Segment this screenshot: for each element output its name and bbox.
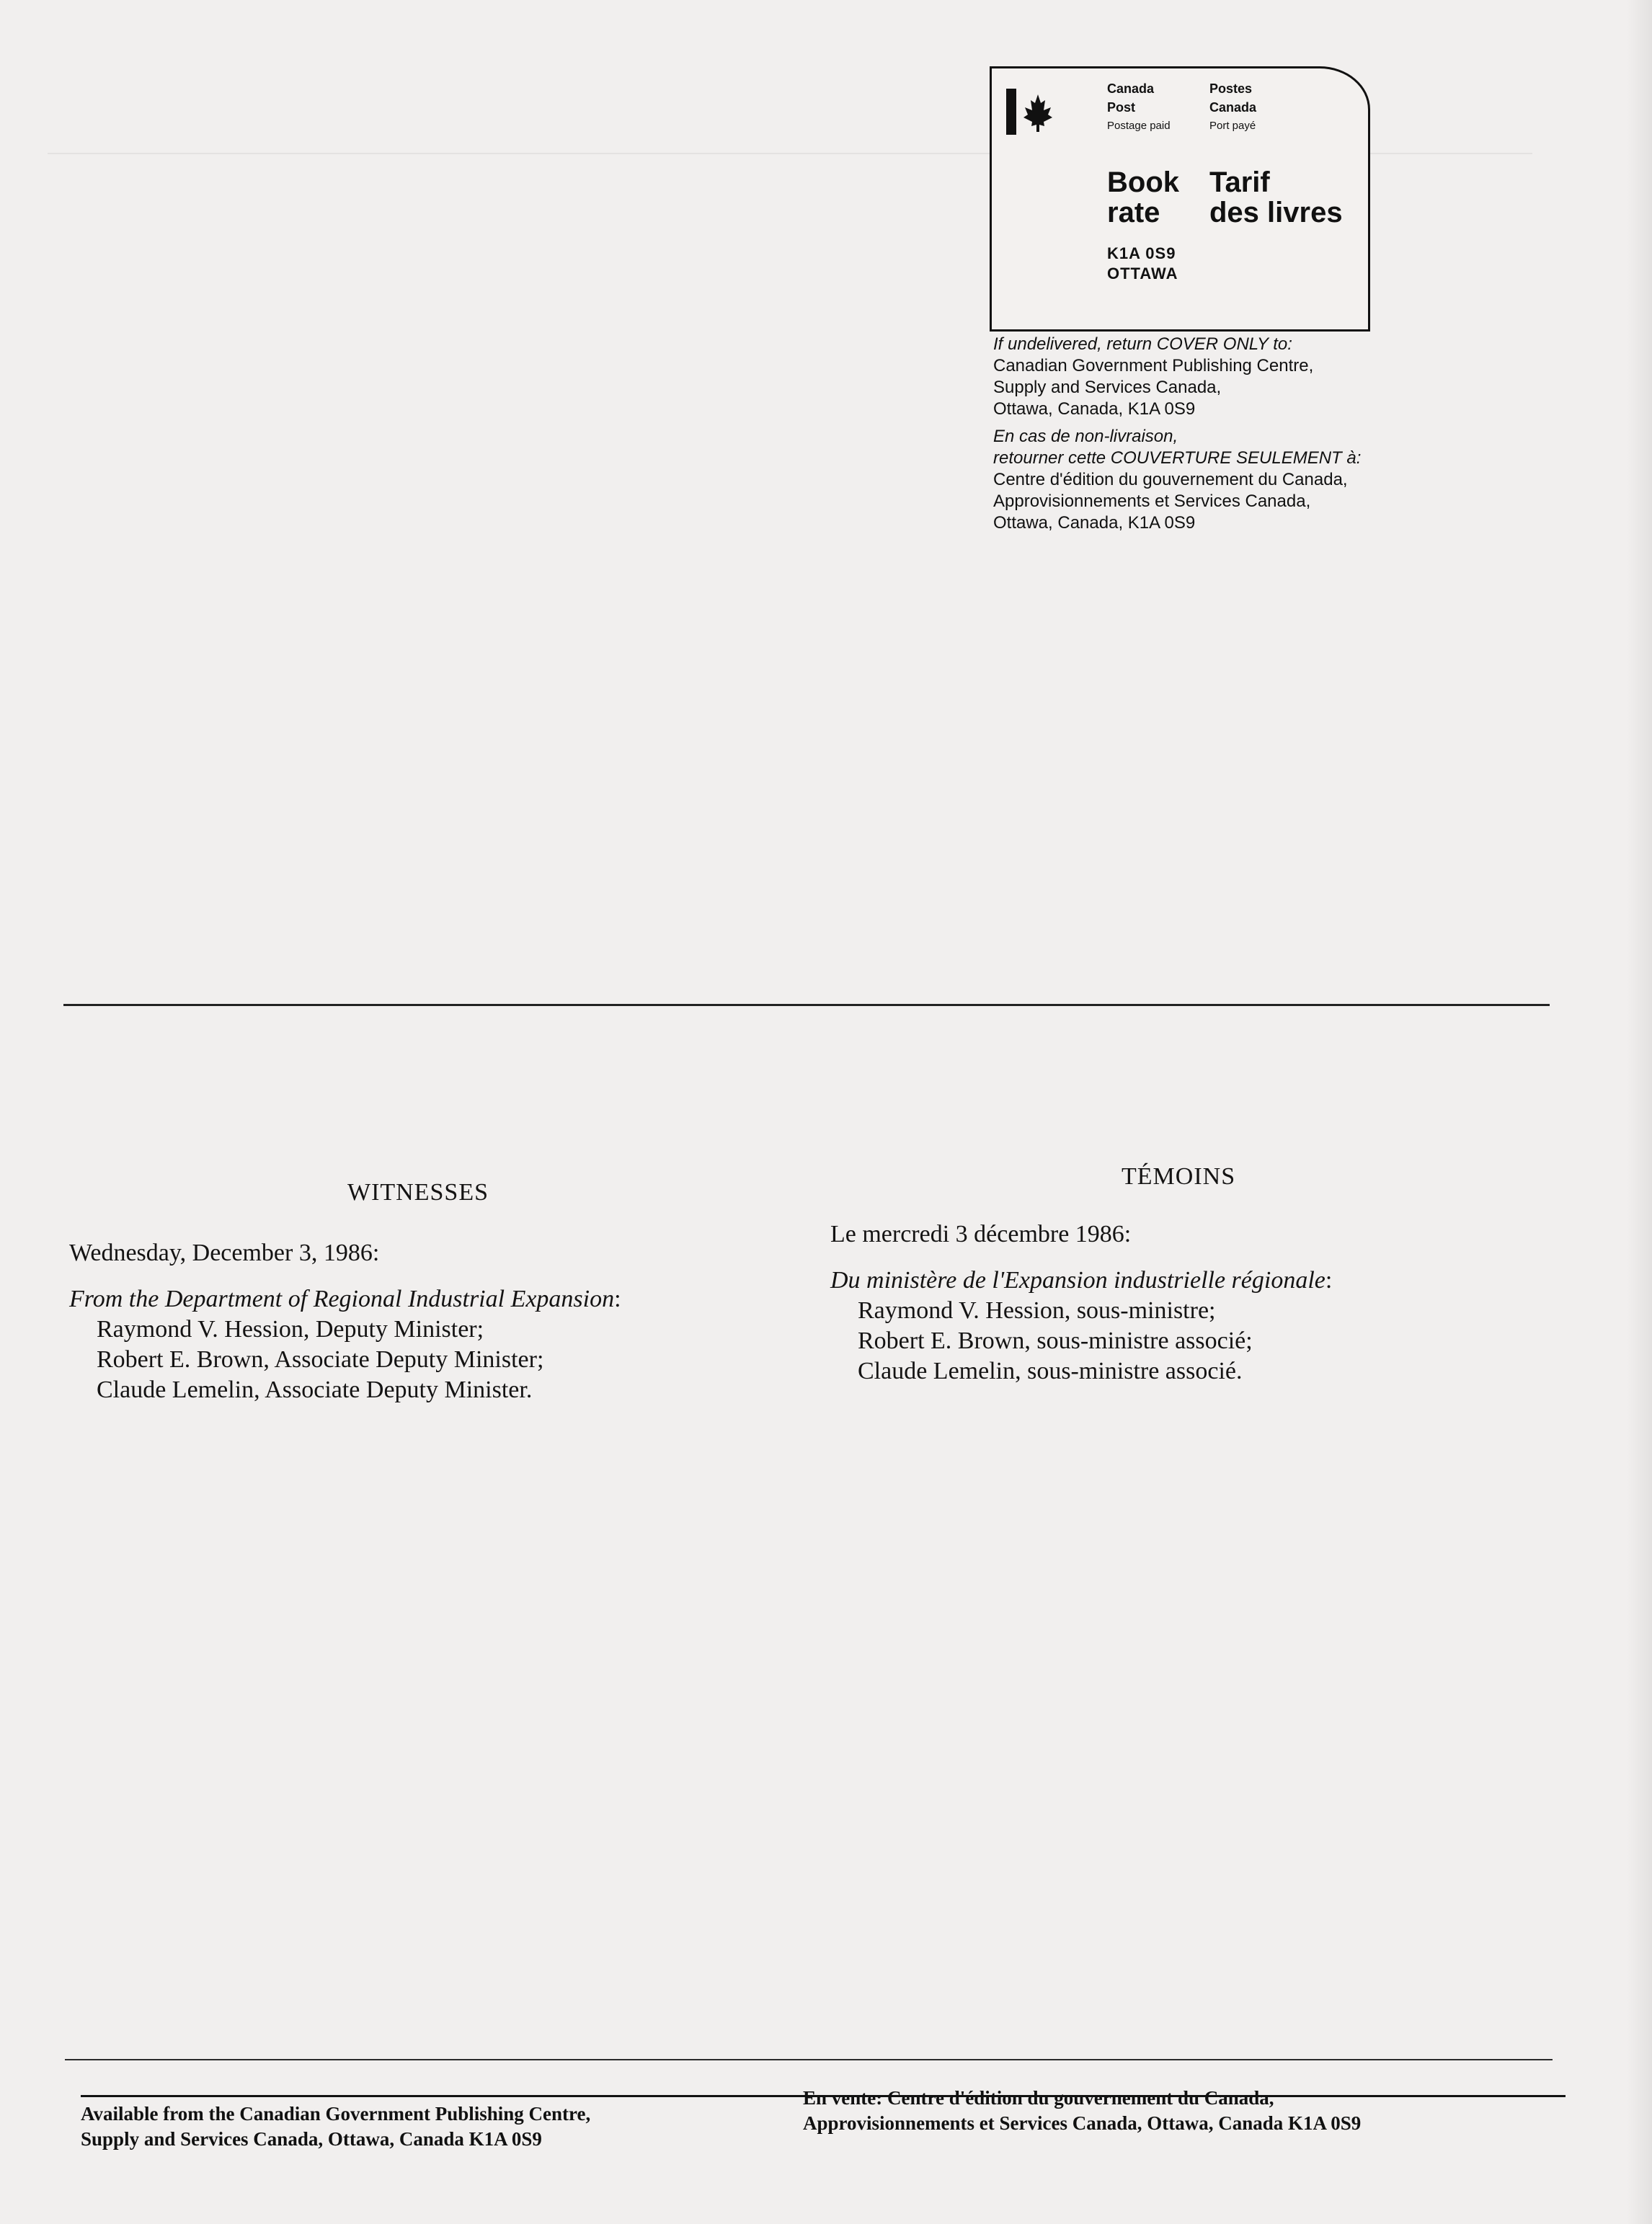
return-fr-line5: Ottawa, Canada, K1A 0S9 [993,513,1196,533]
return-notice [993,334,1455,534]
department-en-colon: : [614,1286,621,1312]
postage-box [990,66,1370,332]
witness-en-3: Claude Lemelin, Associate Deputy Minister. [97,1376,533,1403]
footer-rule-top [65,2059,1553,2060]
footer-fr [803,2086,1560,2136]
footer-fr-line2: Approvisionnements et Services Canada, Ottawa, Canada K1A 0S9 [803,2112,1362,2134]
port-paye-label: Port payé [1209,120,1256,132]
witness-date-en: Wednesday, December 3, 1986: [69,1240,380,1266]
postage-paid-label: Postage paid [1107,120,1171,132]
witnesses-en-block [69,1238,790,1405]
witnesses-fr-block [830,1219,1551,1387]
return-fr-line1: En cas de non-livraison, [993,427,1178,446]
witness-fr-3: Claude Lemelin, sous-ministre associé. [858,1358,1243,1384]
book-rate-en-line1: Book [1107,166,1179,198]
department-fr: Du ministère de l'Expansion industrielle régionale [830,1267,1325,1294]
section-divider [63,1004,1550,1006]
witness-fr-1: Raymond V. Hession, sous-ministre; [858,1297,1216,1324]
book-rate-fr-line1: Tarif [1209,166,1270,198]
witnesses-heading: WITNESSES [347,1179,489,1206]
return-en-line2: Canadian Government Publishing Centre, [993,356,1314,375]
postes-fr-label: Postes [1209,81,1253,96]
department-en: From the Department of Regional Industrial Expansion [69,1286,615,1312]
canada-post-flag-icon [1006,89,1052,135]
return-fr-line2: retourner cette COUVERTURE SEULEMENT à: [993,448,1362,468]
canada-en-label: Canada [1107,81,1155,96]
return-en-line1: If undelivered, return COVER ONLY to: [993,334,1292,354]
witness-en-2: Robert E. Brown, Associate Deputy Minister; [97,1346,544,1373]
witness-date-fr: Le mercredi 3 décembre 1986: [830,1221,1132,1247]
city-label: OTTAWA [1107,264,1178,283]
footer-en [81,2101,801,2152]
return-en-line4: Ottawa, Canada, K1A 0S9 [993,399,1196,419]
footer-en-line2: Supply and Services Canada, Ottawa, Canada K1A 0S9 [81,2128,542,2150]
return-fr-line4: Approvisionnements et Services Canada, [993,491,1311,511]
temoins-heading: TÉMOINS [1122,1163,1236,1190]
page-edge-shadow [1626,0,1652,2224]
department-fr-colon: : [1325,1267,1333,1294]
witness-en-1: Raymond V. Hession, Deputy Minister; [97,1316,484,1343]
canada-fr-label: Canada [1209,100,1257,115]
return-fr-line3: Centre d'édition du gouvernement du Canada, [993,470,1348,489]
postal-code: K1A 0S9 [1107,244,1176,262]
return-en-line3: Supply and Services Canada, [993,378,1222,397]
book-rate-en-line2: rate [1107,197,1160,228]
footer-en-line1: Available from the Canadian Government Publishing Centre, [81,2103,591,2125]
footer-fr-line1: En vente: Centre d'édition du gouvernement du Canada, [803,2087,1274,2109]
post-en-label: Post [1107,100,1136,115]
witness-fr-2: Robert E. Brown, sous-ministre associé; [858,1327,1253,1354]
book-rate-fr-line2: des livres [1209,197,1343,228]
